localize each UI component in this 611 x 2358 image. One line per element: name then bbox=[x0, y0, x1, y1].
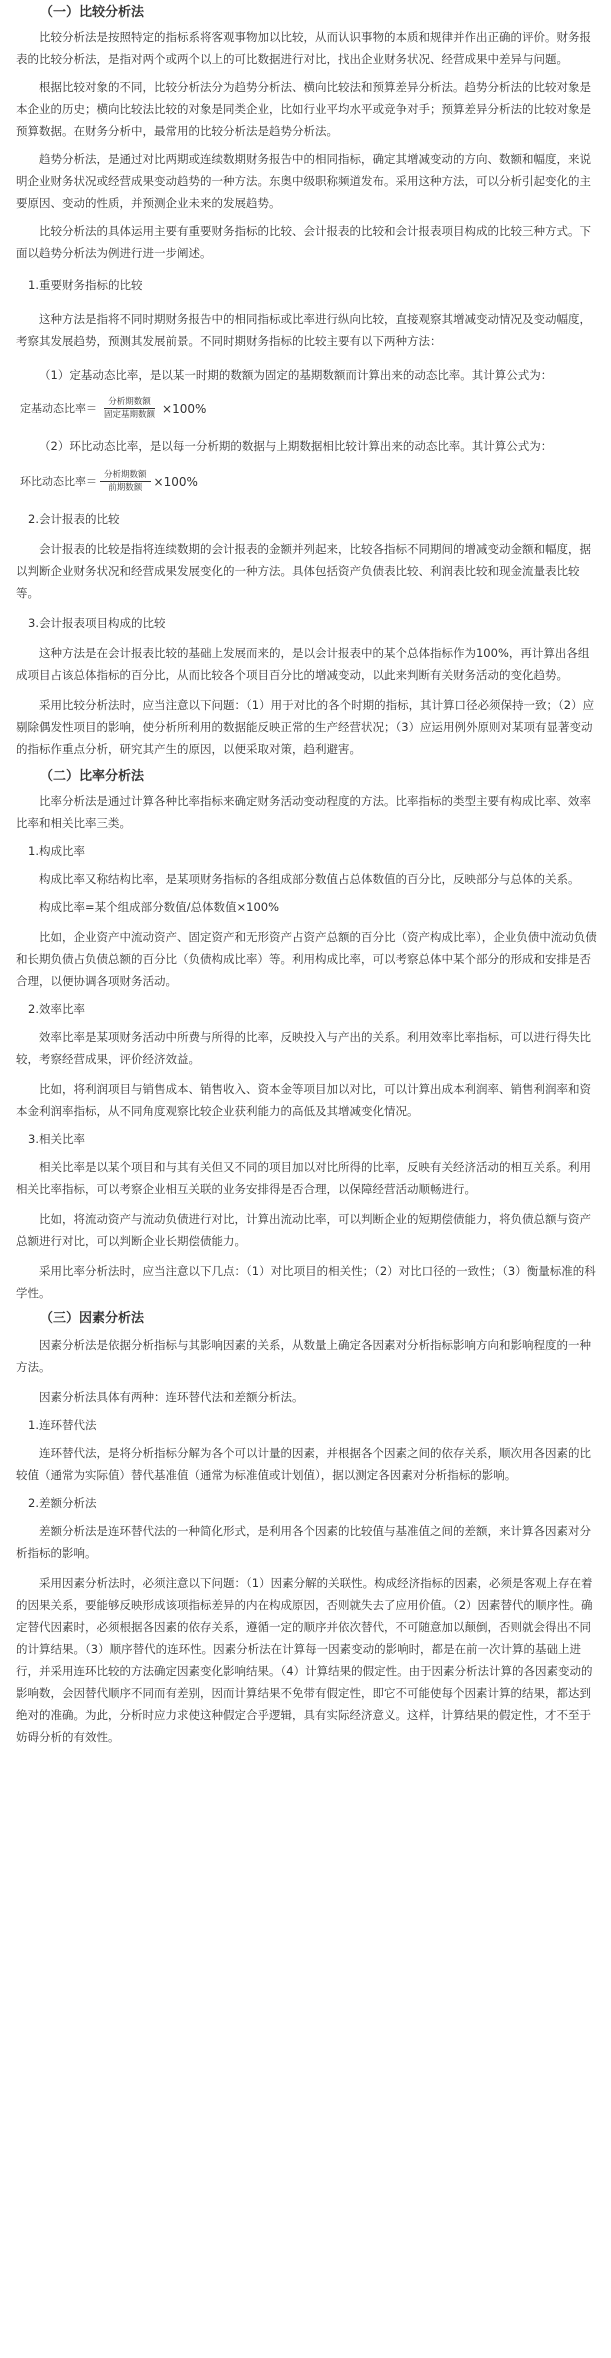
formula-composition-ratio: 构成比率=某个组成部分数值/总体数值×100% bbox=[39, 900, 280, 914]
subheading-difference-analysis: 2.差额分析法 bbox=[28, 1496, 97, 1510]
formula-chain-ratio bbox=[16, 469, 599, 494]
paragraph: 相关比率是以某个项目和与其有关但又不同的项目加以对比所得的比率，反映有关经济活动的相互关系。利用相关比率指标，可以考察企业相互关联的业务安排得是否合理，以保障经营活动顺畅进行。 bbox=[16, 1160, 591, 1196]
numerator: 分析期数额 bbox=[100, 469, 151, 482]
subheading-chain-substitution: 1.连环替代法 bbox=[28, 1418, 97, 1432]
paragraph: 比较分析法的具体运用主要有重要财务指标的比较、会计报表的比较和会计报表项目构成的比较三种方式。下面以趋势分析法为例进行进一步阐述。 bbox=[16, 224, 591, 260]
paragraph: 趋势分析法，是通过对比两期或连续数期财务报告中的相同指标，确定其增减变动的方向、数额和幅度，来说明企业财务状况或经营成果变动趋势的一种方法。东奥中级职称频道发布。采用这种方法，可以分析引起变化的主要原因、变动的性质，并预测企业未来的发展趋势。 bbox=[16, 152, 591, 210]
subheading-efficiency-ratio: 2.效率比率 bbox=[28, 1002, 85, 1016]
paragraph: 比如，将利润项目与销售成本、销售收入、资本金等项目加以对比，可以计算出成本利润率、销售利润率和资本金利润率指标，从不同角度观察比较企业获利能力的高低及其增减变化情况。 bbox=[16, 1082, 591, 1118]
denominator: 前期数额 bbox=[108, 483, 143, 493]
denominator: 固定基期数额 bbox=[104, 410, 156, 420]
section-heading-ratio: （二）比率分析法 bbox=[40, 769, 145, 784]
subheading-composition-ratio: 1.构成比率 bbox=[28, 844, 85, 858]
subheading-statement-comparison: 2.会计报表的比较 bbox=[28, 512, 120, 526]
paragraph: 这种方法是在会计报表比较的基础上发展而来的，是以会计报表中的某个总体指标作为100%，再计算出各组成项目占该总体指标的百分比，从而比较各个项目百分比的增减变动，以此来判断有关财务活动的变化趋势。 bbox=[16, 646, 590, 682]
subheading-key-indicators: 1.重要财务指标的比较 bbox=[28, 278, 143, 292]
paragraph: 因素分析法是依据分析指标与其影响因素的关系，从数量上确定各因素对分析指标影响方向和影响程度的一种方法。 bbox=[16, 1338, 591, 1374]
paragraph: 连环替代法，是将分析指标分解为各个可以计量的因素，并根据各个因素之间的依存关系，顺次用各因素的比较值（通常为实际值）替代基准值（通常为标准值或计划值），据以测定各因素对分析指标的影响。 bbox=[16, 1446, 591, 1482]
paragraph: 比如，企业资产中流动资产、固定资产和无形资产占资产总额的百分比（资产构成比率），企业负债中流动负债和长期负债占负债总额的百分比（负债构成比率）等。利用构成比率，可以考察总体中某个部分的形成和安排是否合理，以便协调各项财务活动。 bbox=[16, 930, 597, 988]
paragraph: 比如，将流动资产与流动负债进行对比，计算出流动比率，可以判断企业的短期偿债能力，将负债总额与资产总额进行对比，可以判断企业长期偿债能力。 bbox=[16, 1212, 591, 1248]
formula-suffix: ×100% bbox=[153, 474, 198, 489]
section-heading-factor: （三）因素分析法 bbox=[40, 1311, 145, 1326]
paragraph: （2）环比动态比率，是以每一分析期的数据与上期数据相比较计算出来的动态比率。其计算公式为： bbox=[39, 439, 553, 453]
paragraph: 采用比较分析法时，应当注意以下问题：（1）用于对比的各个时期的指标，其计算口径必须保持一致；（2）应剔除偶发性项目的影响，使分析所利用的数据能反映正常的生产经营状况；（3）应运用例外原则对某项有显著变动的指标作重点分析，研究其产生的原因，以便采取对策，趋利避害。 bbox=[16, 698, 595, 756]
subheading-composition-comparison: 3.会计报表项目构成的比较 bbox=[28, 616, 166, 630]
paragraph: 采用因素分析法时，必须注意以下问题：（1）因素分解的关联性。构成经济指标的因素，必须是客观上存在着的因果关系，要能够反映形成该项指标差异的内在构成原因，否则就失去了应用价值。（2）因素替代的顺序性。确定替代因素时，必须根据各因素的依存关系，遵循一定的顺序并依次替代，不可随意加以颠倒，否则就会得出不同的计算结果。（3）顺序替代的连环性。因素分析法在计算每一因素变动的影响时，都是在前一次计算的基础上进行，并采用连环比较的方法确定因素变化影响结果。（4）计算结果的假定性。由于因素分析法计算的各因素变动的影响数，会因替代顺序不同而有差别，因而计算结果不免带有假定性，即它不可能使每个因素计算的结果，都达到绝对的准确。为此，分析时应力求使这种假定合乎逻辑，具有实际经济意义。这样，计算结果的假定性，才不至于妨碍分析的有效性。 bbox=[16, 1576, 593, 1744]
paragraph: （1）定基动态比率，是以某一时期的数额为固定的基期数额而计算出来的动态比率。其计算公式为： bbox=[39, 368, 553, 382]
paragraph: 根据比较对象的不同，比较分析法分为趋势分析法、横向比较法和预算差异分析法。趋势分析法的比较对象是本企业的历史；横向比较法比较的对象是同类企业，比如行业平均水平或竞争对手；预算差异分析法的比较对象是预算数据。在财务分析中，最常用的比较分析法是趋势分析法。 bbox=[16, 80, 591, 138]
paragraph: 比率分析法是通过计算各种比率指标来确定财务活动变动程度的方法。比率指标的类型主要有构成比率、效率比率和相关比率三类。 bbox=[16, 794, 591, 830]
paragraph: 效率比率是某项财务活动中所费与所得的比率，反映投入与产出的关系。利用效率比率指标，可以进行得失比较，考察经营成果，评价经济效益。 bbox=[16, 1030, 591, 1066]
formula-suffix: ×100% bbox=[162, 401, 207, 416]
fraction bbox=[100, 396, 159, 421]
numerator: 分析期数额 bbox=[104, 396, 155, 409]
paragraph: 比较分析法是按照特定的指标系将客观事物加以比较，从而认识事物的本质和规律并作出正确的评价。财务报表的比较分析法，是指对两个或两个以上的可比数据进行对比，找出企业财务状况、经营成果中差异与问题。 bbox=[16, 30, 591, 66]
fraction bbox=[100, 469, 151, 494]
paragraph: 差额分析法是连环替代法的一种简化形式，是利用各个因素的比较值与基准值之间的差额，来计算各因素对分析指标的影响。 bbox=[16, 1524, 591, 1560]
paragraph: 会计报表的比较是指将连续数期的会计报表的金额并列起来，比较各指标不同期间的增减变动金额和幅度，据以判断企业财务状况和经营成果发展变化的一种方法。具体包括资产负债表比较、利润表比较和现金流量表比较等。 bbox=[16, 542, 591, 600]
paragraph: 因素分析法具体有两种：连环替代法和差额分析法。 bbox=[39, 1390, 304, 1404]
formula-name: 定基动态比率＝ bbox=[20, 401, 97, 415]
paragraph: 这种方法是指将不同时期财务报告中的相同指标或比率进行纵向比较，直接观察其增减变动情况及变动幅度，考察其发展趋势，预测其发展前景。不同时期财务指标的比较主要有以下两种方法： bbox=[16, 312, 591, 348]
paragraph: 采用比率分析法时，应当注意以下几点：（1）对比项目的相关性；（2）对比口径的一致性；（3）衡量标准的科学性。 bbox=[16, 1264, 596, 1300]
section-heading-comparison: （一）比较分析法 bbox=[40, 5, 145, 20]
formula-name: 环比动态比率＝ bbox=[20, 474, 97, 488]
subheading-related-ratio: 3.相关比率 bbox=[28, 1132, 85, 1146]
formula-fixed-base-ratio bbox=[16, 396, 599, 421]
paragraph: 构成比率又称结构比率，是某项财务指标的各组成部分数值占总体数值的百分比，反映部分与总体的关系。 bbox=[39, 872, 580, 886]
